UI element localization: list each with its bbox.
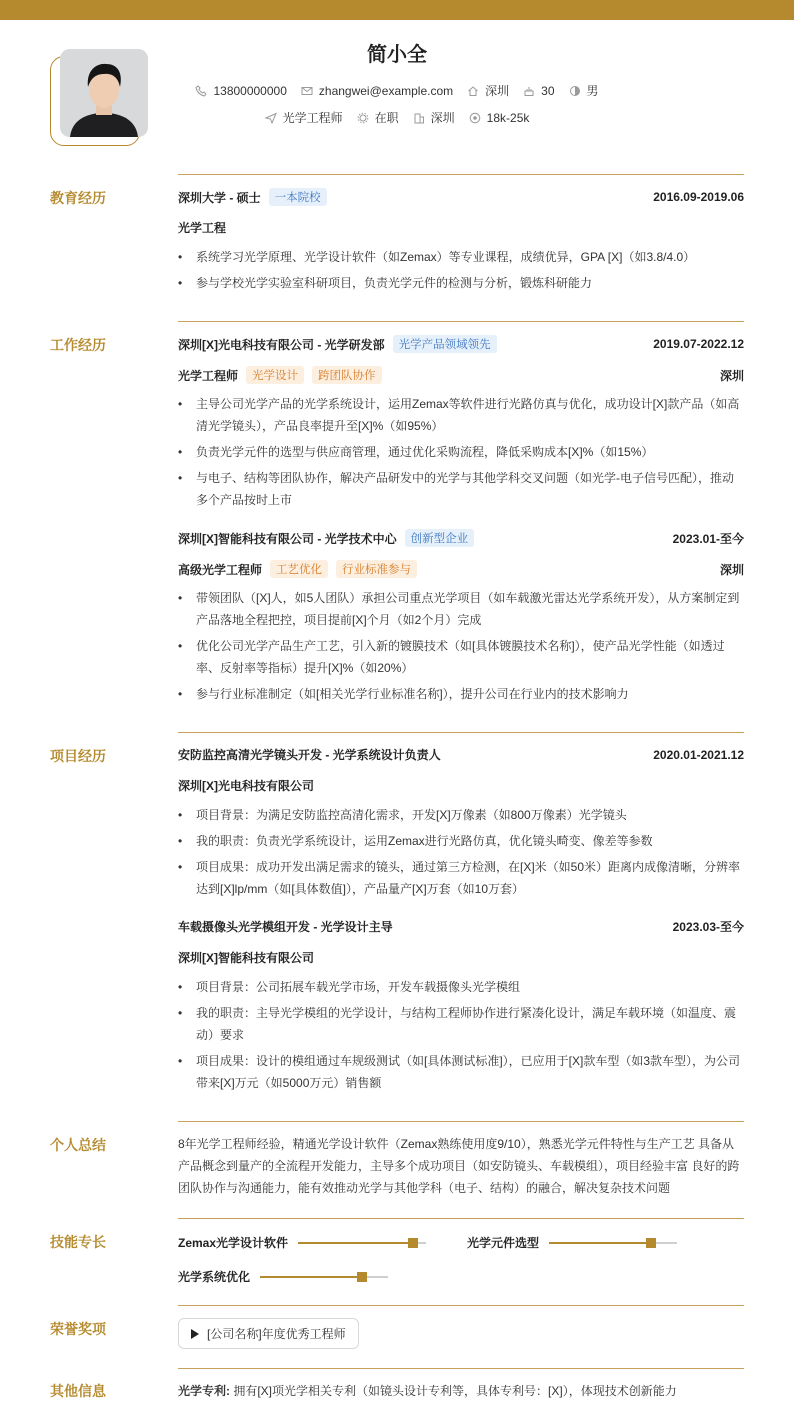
project-date: 2023.03-至今 <box>672 920 744 934</box>
education-header <box>178 188 744 206</box>
mail-icon <box>301 85 313 97</box>
education-major-row <box>178 219 744 236</box>
gender-item <box>569 82 599 99</box>
work-header <box>178 529 744 547</box>
list-item: • 参与行业标准制定（如[相关光学行业标准名称]），提升公司在行业内的技术影响力 <box>178 683 744 705</box>
honor-text: [公司名称]年度优秀工程师 <box>207 1327 346 1341</box>
work-bullets <box>178 393 744 515</box>
work-city: 深圳 <box>719 562 744 577</box>
salary-item <box>469 109 530 126</box>
job-item <box>265 109 343 126</box>
list-item: • 项目背景：为满足安防监控高清化需求，开发[X]万像素（如800万像素）光学镜头 <box>178 804 744 826</box>
project-date: 2020.01-2021.12 <box>653 747 744 762</box>
company-name: 深圳[X]智能科技有限公司 - 光学技术中心 <box>178 531 397 546</box>
skill-item <box>178 1234 426 1251</box>
divider <box>178 174 744 175</box>
project-company-row <box>178 777 744 794</box>
email-text: zhangwei@example.com <box>318 83 454 98</box>
gear-icon <box>357 112 369 124</box>
skill-bar <box>260 1276 388 1278</box>
list-item: • 系统学习光学原理、光学设计软件（如Zemax）等专业课程，成绩优异，GPA [X]（如3.8/4.0） <box>178 246 744 268</box>
section-title-skills: 技能专长 <box>50 1234 106 1250</box>
skill-item <box>178 1268 388 1285</box>
skill-name: Zemax光学设计软件 <box>178 1236 289 1250</box>
avatar-frame <box>50 56 140 146</box>
job-text: 光学工程师 <box>282 111 343 125</box>
other-info <box>178 1380 744 1402</box>
gender-icon <box>569 85 581 97</box>
gender-text: 男 <box>586 84 599 98</box>
skill-knob <box>357 1272 367 1282</box>
role-tag: 光学设计 <box>246 366 304 384</box>
location-text: 深圳 <box>485 84 510 98</box>
target-city-text: 深圳 <box>430 111 455 125</box>
school-name: 深圳大学 - 硕士 <box>178 190 261 205</box>
honor-item[interactable] <box>178 1318 359 1349</box>
project-bullets <box>178 804 744 904</box>
education-bullets <box>178 246 744 298</box>
project-company: 深圳[X]光电科技有限公司 <box>178 779 314 793</box>
phone-icon <box>195 85 207 97</box>
skill-knob <box>646 1238 656 1248</box>
status-item <box>357 109 399 126</box>
work-date: 2023.01-至今 <box>672 531 744 546</box>
send-icon <box>265 112 277 124</box>
phone-text: 13800000000 <box>213 83 287 98</box>
major: 光学工程 <box>178 221 227 235</box>
work-bullets <box>178 587 744 709</box>
play-icon <box>191 1329 199 1339</box>
divider <box>178 1368 744 1369</box>
project-bullets <box>178 976 744 1098</box>
list-item: • 带领团队（[X]人，如5人团队）承担公司重点光学项目（如车载激光雷达光学系统开发），从方案制定到产品落地全程把控，项目提前[X]个月（如2个月）完成 <box>178 587 744 631</box>
role-tag: 跨团队协作 <box>312 366 382 384</box>
other-text: 拥有[X]项光学相关专利（如镜头设计专利等，具体专利号：[X]），体现技术创新能力 <box>233 1384 677 1398</box>
project-header <box>178 746 744 763</box>
work-header <box>178 335 744 353</box>
job-row <box>0 109 794 126</box>
building-icon <box>413 112 425 124</box>
role-tag: 行业标准参与 <box>336 560 417 578</box>
section-title-summary: 个人总结 <box>50 1137 106 1153</box>
section-title-education: 教育经历 <box>50 190 106 206</box>
project-title: 安防监控高清光学镜头开发 - 光学系统设计负责人 <box>178 748 441 762</box>
project-company: 深圳[X]智能科技有限公司 <box>178 951 314 965</box>
project-company-row <box>178 949 744 966</box>
divider <box>178 321 744 322</box>
skill-name: 光学元件选型 <box>467 1236 540 1250</box>
work-role-row <box>178 560 744 578</box>
phone-item <box>195 82 286 99</box>
list-item: • 项目成果：设计的模组通过车规级测试（如[具体测试标准]），已应用于[X]款车型（如3款车型），为公司带来[X]万元（如5000万元）销售额 <box>178 1050 744 1094</box>
list-item: • 我的职责：主导光学模组的光学设计，与结构工程师协作进行紧凑化设计，满足车载环境（如温度、震动）要求 <box>178 1002 744 1046</box>
company-tag: 光学产品领域领先 <box>393 335 497 353</box>
project-title: 车载摄像头光学模组开发 - 光学设计主导 <box>178 920 393 934</box>
cake-icon <box>523 85 535 97</box>
work-date: 2019.07-2022.12 <box>653 337 744 351</box>
divider <box>178 732 744 733</box>
coin-icon <box>469 112 481 124</box>
skill-bar <box>549 1242 677 1244</box>
education-date: 2016.09-2019.06 <box>653 190 744 204</box>
role-title: 光学工程师 <box>178 368 239 383</box>
work-city: 深圳 <box>719 368 744 383</box>
status-text: 在职 <box>374 111 399 125</box>
contact-row <box>0 82 794 99</box>
list-item: • 项目成果：成功开发出满足需求的镜头，通过第三方检测，在[X]米（如50米）距离内成像清晰，分辨率达到[X]lp/mm（如[具体数值]），产品量产[X]万套（如10万套） <box>178 856 744 900</box>
candidate-name: 简小全 <box>367 44 427 66</box>
salary-text: 18k-25k <box>486 110 530 125</box>
list-item: • 优化公司光学产品生产工艺，引入新的镀膜技术（如[具体镀膜技术名称]），使产品光学性能（如透过率、反射率等指标）提升[X]%（如20%） <box>178 635 744 679</box>
role-tag: 工艺优化 <box>270 560 328 578</box>
list-item: • 我的职责：负责光学系统设计，运用Zemax进行光路仿真，优化镜头畸变、像差等参数 <box>178 830 744 852</box>
skill-bar <box>298 1242 426 1244</box>
section-title-work: 工作经历 <box>50 337 106 353</box>
list-item: • 与电子、结构等团队协作，解决产品研发中的光学与其他学科交叉问题（如光学-电子信号匹配），推动多个产品按时上市 <box>178 467 744 511</box>
section-title-project: 项目经历 <box>50 748 106 764</box>
work-role-row <box>178 366 744 384</box>
top-accent-bar <box>0 0 794 20</box>
age-item <box>523 82 554 99</box>
list-item: • 参与学校光学实验室科研项目，负责光学元件的检测与分析，锻炼科研能力 <box>178 272 744 294</box>
divider <box>178 1121 744 1122</box>
summary-text: 8年光学工程师经验，精通光学设计软件（Zemax熟练使用度9/10），熟悉光学元件特性与生产工艺 具备从产品概念到量产的全流程开发能力，主导多个成功项目（如安防镜头、车载模组），项目经验丰富 良好的跨团队协作与沟通能力，能有效推动光学与其他学科（电子、结构）的融合，解决复杂技术问题 <box>178 1137 740 1195</box>
skill-knob <box>408 1238 418 1248</box>
company-name: 深圳[X]光电科技有限公司 - 光学研发部 <box>178 337 385 352</box>
email-item <box>301 82 453 99</box>
role-title: 高级光学工程师 <box>178 562 263 577</box>
project-header <box>178 918 744 935</box>
section-title-other: 其他信息 <box>50 1383 106 1399</box>
location-item <box>467 82 509 99</box>
skill-name: 光学系统优化 <box>178 1270 251 1284</box>
section-title-honors: 荣誉奖项 <box>50 1321 106 1337</box>
home-icon <box>467 85 479 97</box>
divider <box>178 1218 744 1219</box>
other-label: 光学专利: <box>178 1384 230 1398</box>
school-tag: 一本院校 <box>269 188 327 206</box>
target-city-item <box>413 109 455 126</box>
list-item: • 负责光学元件的选型与供应商管理，通过优化采购流程，降低采购成本[X]%（如15%） <box>178 441 744 463</box>
skill-item <box>467 1234 677 1251</box>
divider <box>178 1305 744 1306</box>
list-item: • 主导公司光学产品的光学系统设计，运用Zemax等软件进行光路仿真与优化，成功设计[X]款产品（如高清光学镜头），产品良率提升至[X]%（如95%） <box>178 393 744 437</box>
age-text: 30 <box>541 83 555 98</box>
company-tag: 创新型企业 <box>405 529 475 547</box>
list-item: • 项目背景：公司拓展车载光学市场，开发车载摄像头光学模组 <box>178 976 744 998</box>
